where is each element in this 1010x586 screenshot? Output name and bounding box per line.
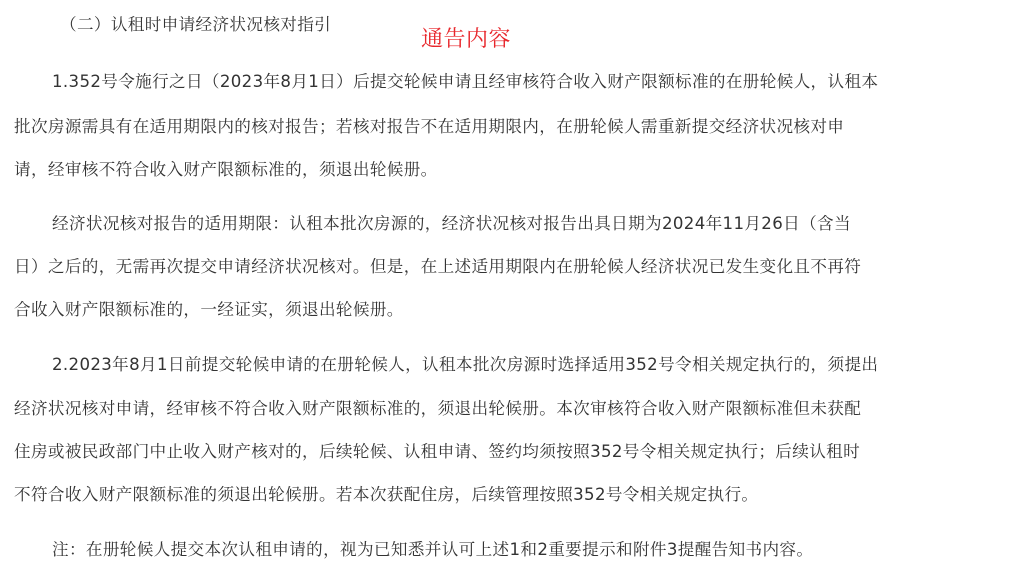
paragraph-2-line-3: 合收入财产限额标准的，一经证实，须退出轮候册。 (14, 300, 404, 319)
paragraph-1-line-2: 批次房源需具有在适用期限内的核对报告；若核对报告不在适用期限内，在册轮候人需重新提交经济状况核对申 (14, 117, 845, 136)
notice-content-label: 通告内容 (421, 27, 512, 52)
paragraph-1-line-3: 请，经审核不符合收入财产限额标准的，须退出轮候册。 (14, 160, 438, 179)
paragraph-1-line-1: 1.352号令施行之日（2023年8月1日）后提交轮候申请且经审核符合收入财产限额标准的在册轮候人，认租本 (52, 72, 879, 91)
paragraph-2-line-2: 日）之后的，无需再次提交申请经济状况核对。但是，在上述适用期限内在册轮候人经济状况已发生变化且不再符 (14, 257, 862, 276)
paragraph-3-line-2: 经济状况核对申请，经审核不符合收入财产限额标准的，须退出轮候册。本次审核符合收入财产限额标准但未获配 (14, 399, 862, 418)
paragraph-3-line-3: 住房或被民政部门中止收入财产核对的，后续轮候、认租申请、签约均须按照352号令相关规定执行；后续认租时 (14, 442, 861, 461)
section-title: （二）认租时申请经济状况核对指引 (60, 15, 332, 34)
paragraph-2-line-1: 经济状况核对报告的适用期限：认租本批次房源的，经济状况核对报告出具日期为2024年11月26日（含当 (52, 214, 851, 233)
paragraph-3-line-1: 2.2023年8月1日前提交轮候申请的在册轮候人，认租本批次房源时选择适用352号令相关规定执行的，须提出 (52, 355, 879, 374)
note-line: 注：在册轮候人提交本次认租申请的，视为已知悉并认可上述1和2重要提示和附件3提醒告知书内容。 (52, 540, 814, 559)
paragraph-3-line-4: 不符合收入财产限额标准的须退出轮候册。若本次获配住房，后续管理按照352号令相关规定执行。 (14, 485, 759, 504)
